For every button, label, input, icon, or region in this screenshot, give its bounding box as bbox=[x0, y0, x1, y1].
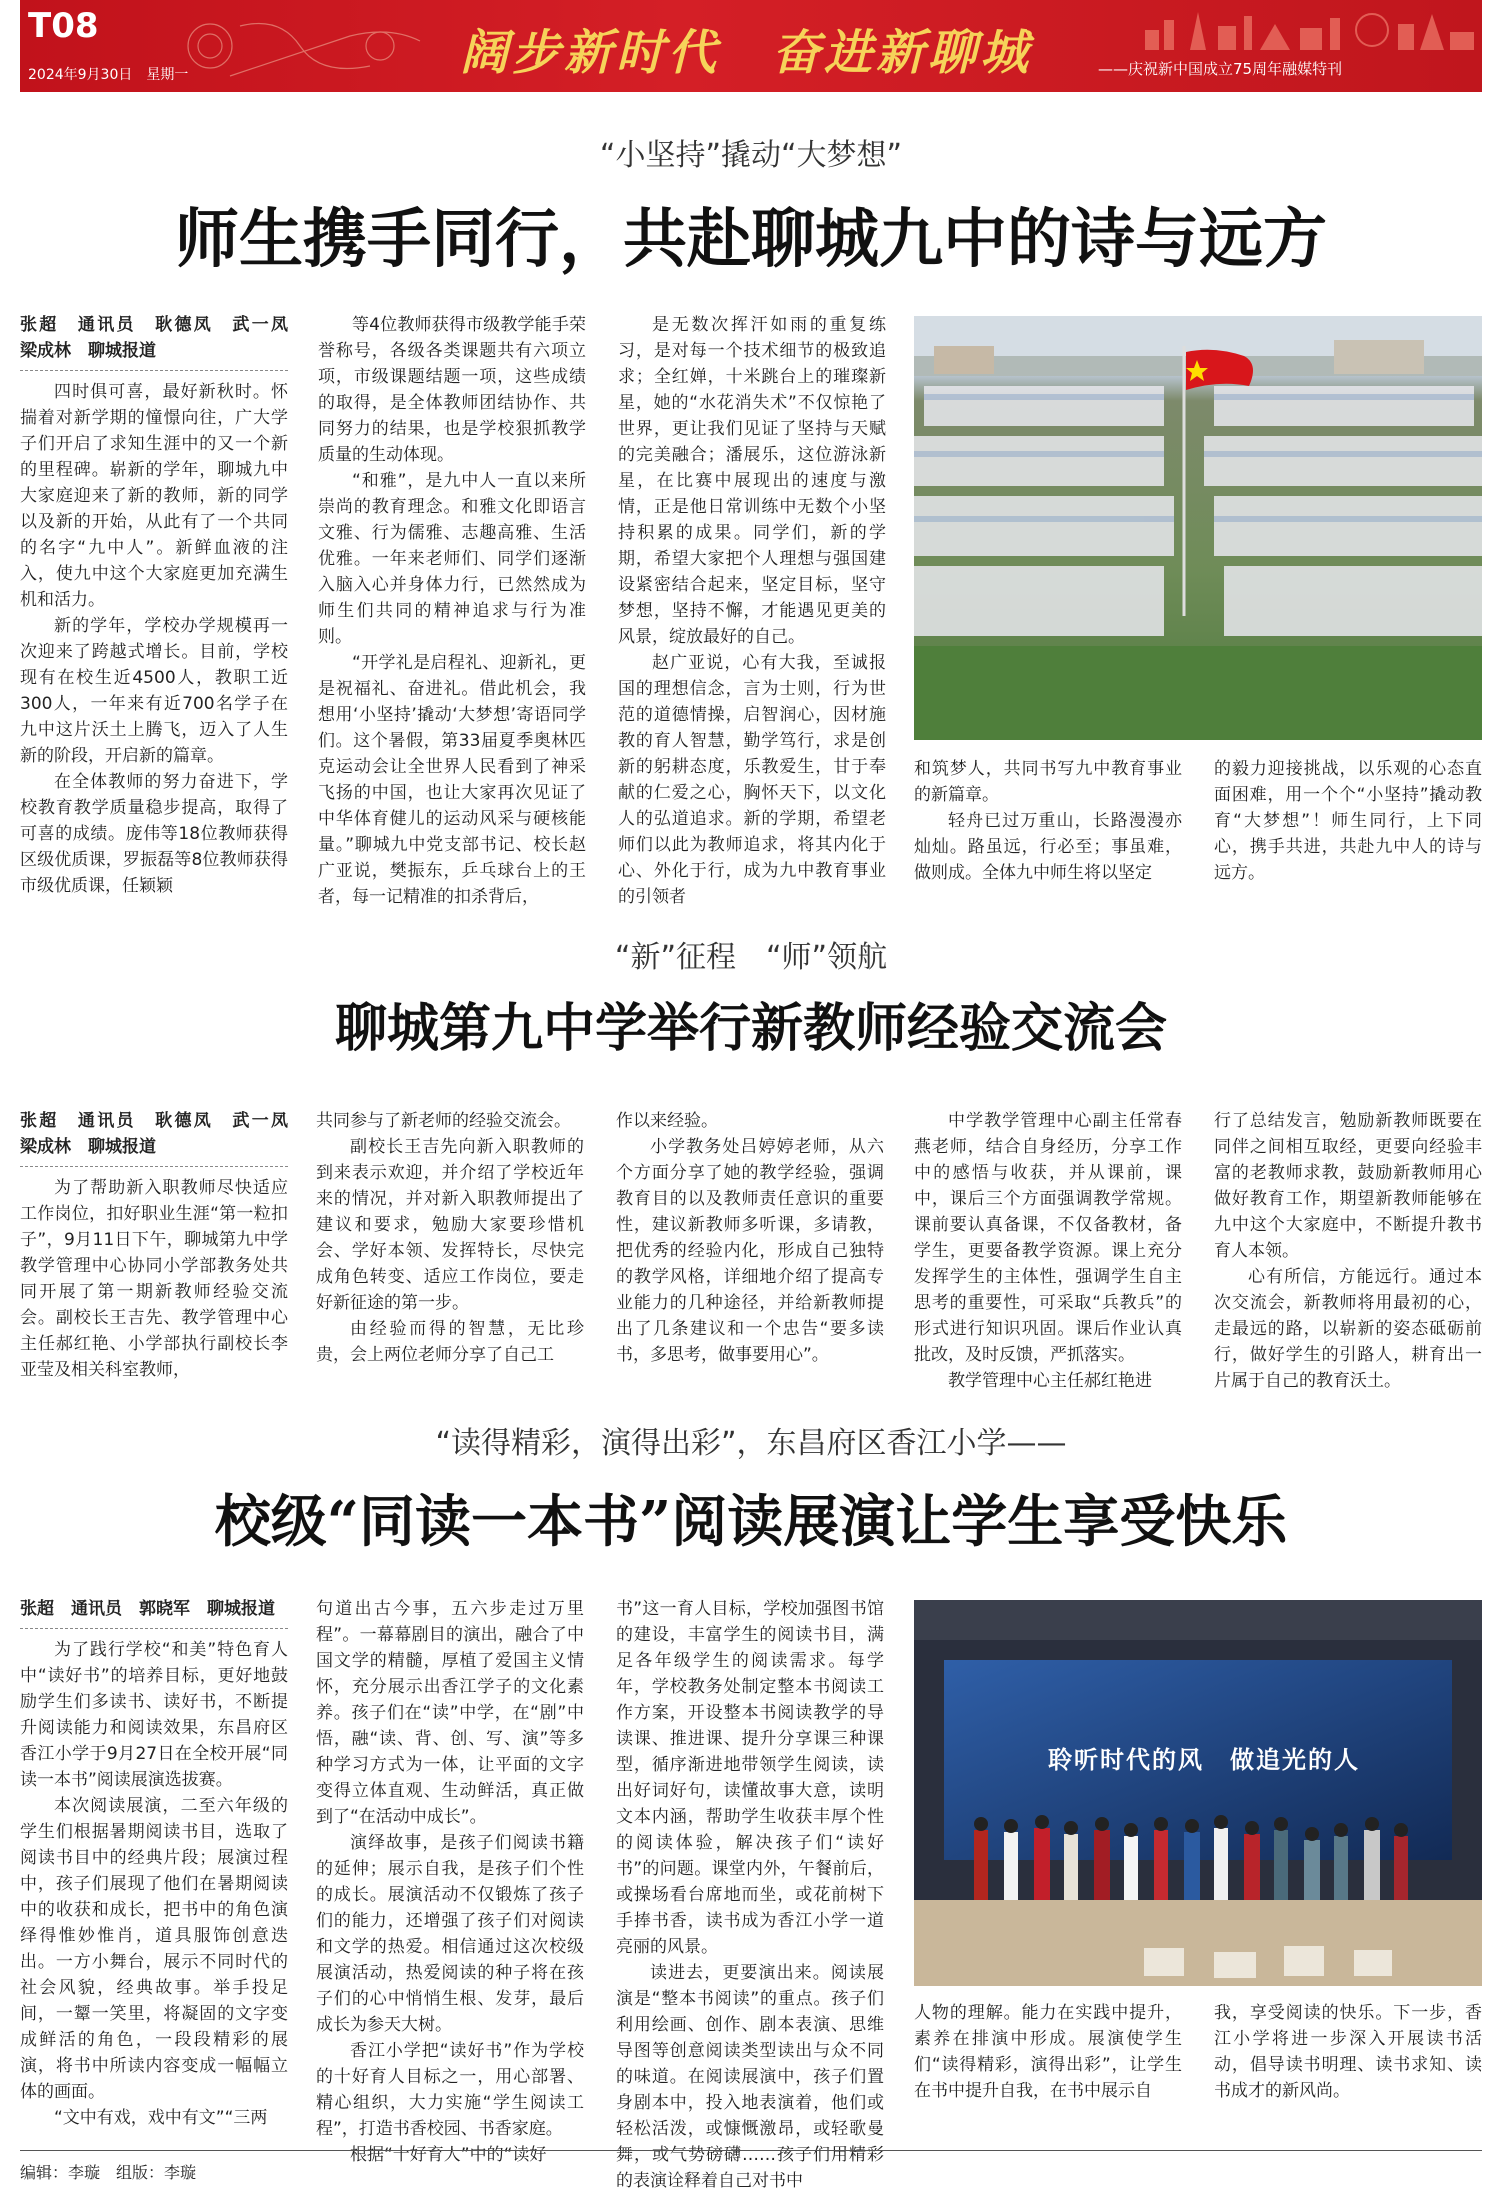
slogan: 阔步新时代 奋进新聊城 bbox=[460, 25, 1033, 81]
article3-column-4: 人物的理解。能力在实践中提升，素养在排演中形成。展演使学生们“读得精彩，演得出彩”，让学生在书中提升自我，在书中展示自 bbox=[914, 2003, 1182, 2101]
page-number: T08 bbox=[28, 6, 99, 46]
article2-kicker: “新”征程 “师”领航 bbox=[614, 940, 888, 975]
article3-column-1: 张超 通讯员 郭晓军 聊城报道 为了践行学校“和美”特色育人中“读好书”的培养目标，更好地鼓励学生们多读书、读好书，不断提升阅读能力和阅读效果，东昌府区香江小学于9月27日在全校开展“同读一本书”阅读展演选拔赛。 本次阅读展演，二至六年级的学生们根据暑期阅读书目，选取了阅读书目中的经典片段；展演过程中，孩子们展现了他们在暑期阅读中的收获和成长，把书中的角色演绎得惟妙惟肖，道具服饰创意迭出。一方小舞台，展示不同时代的社会风貌，经典故事。举手投足间，一颦一笑里，将凝固的文字变成鲜活的角色，一段段精彩的展演，将书中所读内容变成一幅幅立体的画面。 “文中有戏，戏中有文”“三两 bbox=[20, 1596, 288, 2146]
article1-column-3: 是无数次挥汗如雨的重复练习，是对每一个技术细节的极致追求；全红婵，十米跳台上的璀璨新星，她的“水花消失术”不仅惊艳了世界，更让我们见证了坚持与天赋的完美融合；潘展乐，这位游泳新星，在比赛中展现出的速度与激情，正是他日常训练中无数个小坚持积累的成果。同学们，新的学期，希望大家把个人理想与强国建设紧密结合起来，坚定目标，坚守梦想，坚持不懈，才能遇见更美的风景，绽放最好的自己。 赵广亚说，心有大我，至诚报国的理想信念，言为士则，行为世范的道德情操，启智润心，因材施教的育人智慧，勤学笃行，求是创新的躬耕态度，乐教爱生，甘于奉献的仁爱之心，胸怀天下，以文化人的弘道追求。新的学期，希望老师们以此为教师追求，将其内化于心、外化于行，成为九中教育事业的引领者 bbox=[618, 315, 886, 907]
article1-kicker: “小坚持”撬动“大梦想” bbox=[599, 138, 903, 173]
footer-rule bbox=[20, 2150, 1482, 2151]
special-edition-subtitle: ——庆祝新中国成立75周年融媒特刊 bbox=[1098, 60, 1343, 78]
article1-column-1: 张超 通讯员 耿德凤 武一凤 梁成林 聊城报道 四时俱可喜，最好新秋时。怀揣着对新学期的憧憬向往，广大学子们开启了求知生涯中的又一个新的里程碑。崭新的学年，聊城九中大家庭迎来了新的教师，新的同学以及新的开始，从此有了一个共同的名字“九中人”。新鲜血液的注入，使九中这个大家庭更加充满生机和活力。 新的学年，学校办学规模再一次迎来了跨越式增长。目前，学校现有在校生近4500人，教职工近300人，一年来有近700名学子在九中这片沃土上腾飞，迈入了人生新的阶段，开启新的篇章。 在全体教师的努力奋进下，学校教育教学质量稳步提高，取得了可喜的成绩。庞伟等18位教师获得区级优质课，罗振磊等8位教师获得市级优质课，任颖颖 bbox=[20, 312, 288, 882]
flower-decoration-icon bbox=[170, 6, 430, 86]
stage-screen-text: 聆听时代的风 做追光的人 bbox=[1048, 1746, 1360, 1774]
article3-column-2: 句道出古今事，五六步走过万里程”。一幕幕剧目的演出，融合了中国文学的精髓，厚植了爱国主义情怀，充分展示出香江学子的文化素养。孩子们在“读”中学，在“剧”中悟，融“读、背、创、写、演”等多种学习方式为一体，让平面的文字变得立体直观、生动鲜活，真正做到了“在活动中成长”。 演绎故事，是孩子们阅读书籍的延伸；展示自我，是孩子们个性的成长。展演活动不仅锻炼了孩子们的能力，还增强了孩子们对阅读和文学的热爱。相信通过这次校级展演活动，热爱阅读的种子将在孩子们的心中悄悄生根、发芽，最后成长为参天大树。 香江小学把“读好书”作为学校的十好育人目标之一，用心部署、精心组织，大力实施“学生阅读工程”，打造书香校园、书香家庭。 根据“十好育人”中的“读好 bbox=[316, 1599, 584, 2165]
masthead-banner bbox=[20, 0, 1482, 92]
article3-byline: 张超 通讯员 郭晓军 聊城报道 bbox=[20, 1596, 288, 1629]
article3-kicker: “读得精彩，演得出彩”，东昌府区香江小学—— bbox=[435, 1426, 1067, 1461]
campus-ceremony-photo bbox=[914, 316, 1482, 740]
article3-column-5: 我，享受阅读的快乐。下一步，香江小学将进一步深入开展读书活动，倡导读书明理、读书求知、读书成才的新风尚。 bbox=[1214, 2003, 1482, 2101]
article3-column-3: 书”这一育人目标，学校加强图书馆的建设，丰富学生的阅读书目，满足各年级学生的阅读需求。每学年，学校教务处制定整本书阅读工作方案，开设整本书阅读教学的导读课、推进课、提升分享课三种课型，循序渐进地带领学生阅读，读出好词好句，读懂故事大意，读明文本内涵，帮助学生收获丰厚个性的阅读体验，解决孩子们“读好书”的问题。课堂内外，午餐前后，或操场看台席地而坐，或花前树下手捧书香，读书成为香江小学一道亮丽的风景。 读进去，更要演出来。阅读展演是“整本书阅读”的重点。孩子们利用绘画、创作、剧本表演、思维导图等创意阅读类型读出与众不同的味道。在阅读展演中，孩子们置身剧本中，投入地表演着，他们或轻松活泼，或慷慨激昂，或轻歌曼舞，或气势磅礴……孩子们用精彩的表演诠释着自己对书中 bbox=[616, 1599, 884, 2191]
article2-column-5: 行了总结发言，勉励新教师既要在同伴之间相互取经，更要向经验丰富的老教师求教，鼓励新教师用心做好教育工作，期望新教师能够在九中这个大家庭中，不断提升教书育人本领。 心有所信，方能远行。通过本次交流会，新教师将用最初的心，走最远的路，以崭新的姿态砥砺前行，做好学生的引路人，耕育出一片属于自己的教育沃土。 bbox=[1214, 1111, 1482, 1391]
issue-date: 2024年9月30日 星期一 bbox=[28, 67, 189, 83]
city-skyline-icon bbox=[1140, 6, 1480, 50]
article1-column-5: 的毅力迎接挑战，以乐观的心态直面困难，用一个个“小坚持”撬动教育“大梦想”！师生同行，上下同心，携手共进，共赴九中人的诗与远方。 bbox=[1214, 759, 1482, 883]
flag-raising-illustration bbox=[914, 316, 1482, 740]
reading-performance-photo bbox=[914, 1600, 1482, 1986]
article1-title: 师生携手同行，共赴聊城九中的诗与远方 bbox=[175, 202, 1327, 277]
article2-column-2: 共同参与了新老师的经验交流会。 副校长王吉先向新入职教师的到来表示欢迎，并介绍了学校近年来的情况，并对新入职教师提出了建议和要求，勉励大家要珍惜机会、学好本领、发挥特长，尽快完成角色转变、适应工作岗位，要走好新征途的第一步。 由经验而得的智慧，无比珍贵，会上两位老师分享了自己工 bbox=[316, 1111, 584, 1365]
article1-column-2: 等4位教师获得市级教学能手荣誉称号，各级各类课题共有六项立项，市级课题结题一项，这些成绩的取得，是全体教师团结协作、共同努力的结果，也是学校狠抓教学质量的生动体现。 “和雅”，是九中人一直以来所崇尚的教育理念。和雅文化即语言文雅、行为儒雅、志趣高雅、生活优雅。一年来老师们、同学们逐渐入脑入心并身体力行，已然然成为师生们共同的精神追求与行为准则。 “开学礼是启程礼、迎新礼，更是祝福礼、奋进礼。借此机会，我想用‘小坚持’撬动‘大梦想’寄语同学们。这个暑假，第33届夏季奥林匹克运动会让全世界人民看到了神采飞扬的中国，也让大家再次见证了中华体育健儿的运动风采与硬核能量。”聊城九中党支部书记、校长赵广亚说，樊振东，乒乓球台上的王者，每一记精准的扣杀背后， bbox=[318, 315, 586, 907]
stage-performance-illustration bbox=[914, 1600, 1482, 1986]
article1-byline: 张超 通讯员 耿德凤 武一凤 梁成林 聊城报道 bbox=[20, 312, 288, 371]
article2-column-3: 作以来经验。 小学教务处吕婷婷老师，从六个方面分享了她的教学经验，强调教育目的以及教师责任意识的重要性，建议新教师多听课，多请教，把优秀的经验内化，形成自己独特的教学风格，详细地介绍了提高专业能力的几种途径，并给新教师提出了几条建议和一个忠告“要多读书，多思考，做事要用心”。 bbox=[616, 1111, 884, 1365]
article2-column-4: 中学教学管理中心副主任常春燕老师，结合自身经历，分享工作中的感悟与收获，并从课前，课中，课后三个方面强调教学常规。课前要认真备课，不仅备教材，备学生，更要备教学资源。课上充分发挥学生的主体性，强调学生自主思考的重要性，可采取“兵教兵”的形式进行知识巩固。课后作业认真批改，及时反馈，严抓落实。 教学管理中心主任郝红艳进 bbox=[914, 1111, 1182, 1391]
article1-column-4: 和筑梦人，共同书写九中教育事业的新篇章。 轻舟已过万重山，长路漫漫亦灿灿。路虽远，行必至；事虽难，做则成。全体九中师生将以坚定 bbox=[914, 759, 1182, 883]
article2-byline: 张超 通讯员 耿德凤 武一凤 梁成林 聊城报道 bbox=[20, 1108, 288, 1167]
article2-column-1: 张超 通讯员 耿德凤 武一凤 梁成林 聊城报道 为了帮助新入职教师尽快适应工作岗位，扣好职业生涯“第一粒扣子”，9月11日下午，聊城第九中学教学管理中心协同小学部教务处共同开展了第一期新教师经验交流会。副校长王吉先、教学管理中心主任郝红艳、小学部执行副校长李亚莹及相关科室教师， bbox=[20, 1108, 288, 1368]
editor-credit: 编辑：李璇 组版：李璇 bbox=[20, 2163, 197, 2182]
article3-title: 校级“同读一本书”阅读展演让学生享受快乐 bbox=[214, 1489, 1288, 1555]
article2-title: 聊城第九中学举行新教师经验交流会 bbox=[334, 998, 1167, 1059]
